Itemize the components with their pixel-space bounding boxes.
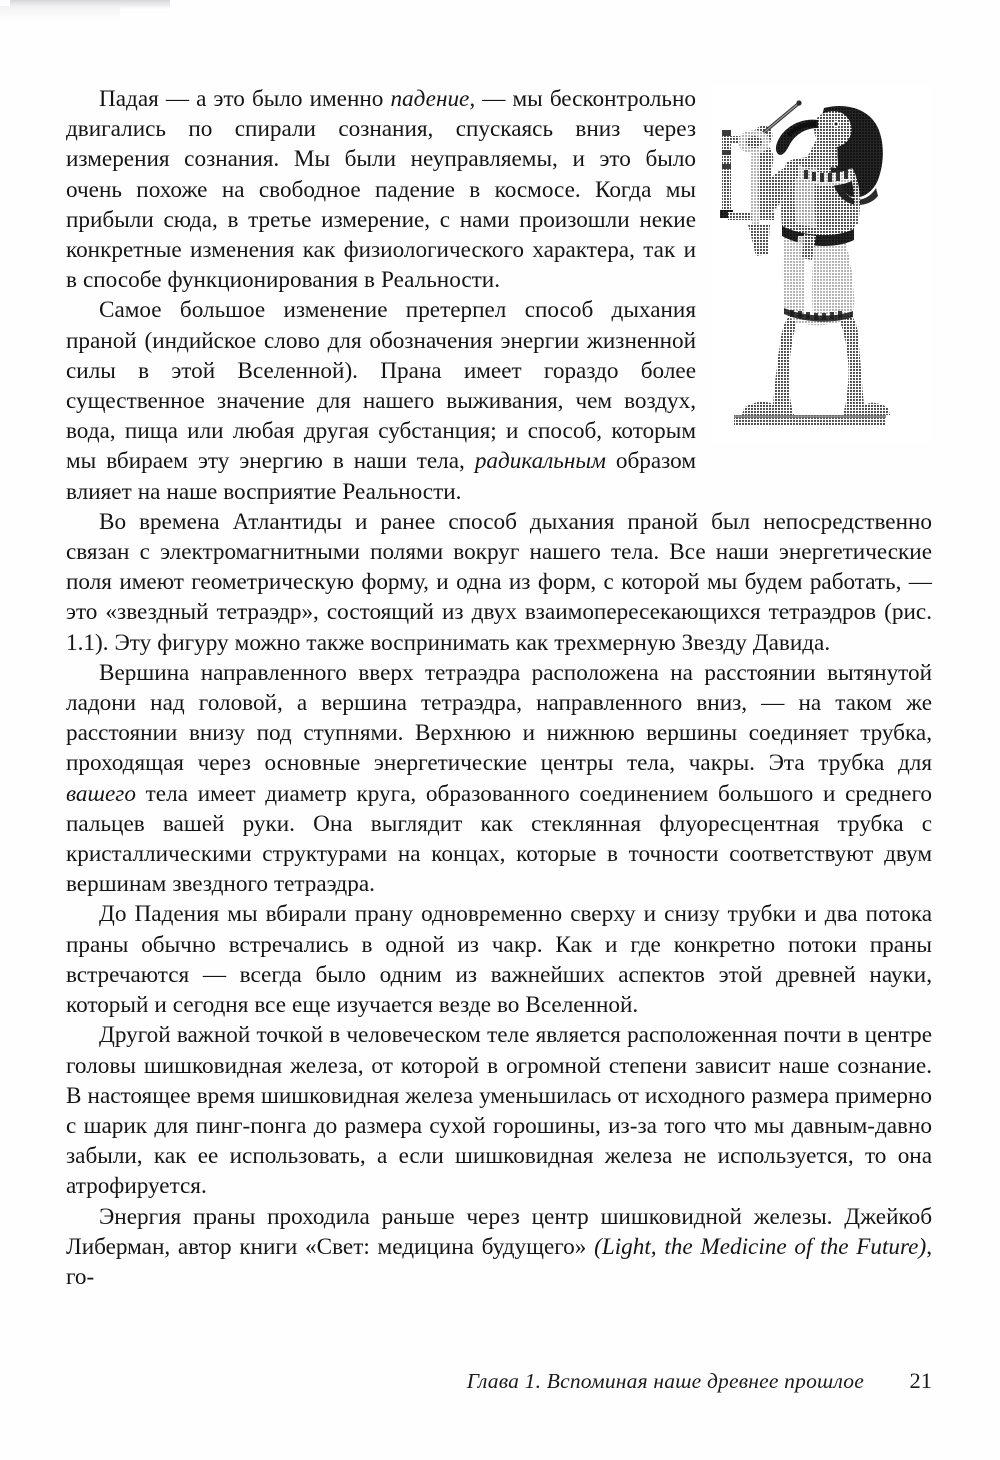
text-run: тела имеет диаметр круга, образованного соединением большого и среднего пальцев вашей руки. Она выглядит как стеклянная флуоресцентная трубка с кристаллическими структурами на концах, которые в точности соответствуют двум вершинам звездного тетраэдра. bbox=[66, 780, 932, 898]
text-run: Падая — а это было именно bbox=[99, 86, 391, 112]
page-number: 21 bbox=[909, 1368, 932, 1393]
italic-run: радикальным bbox=[474, 448, 606, 475]
scan-smudge-artifact bbox=[10, 0, 170, 9]
text-column bbox=[66, 84, 932, 1292]
paragraph bbox=[66, 1202, 932, 1293]
text-run: — мы бесконтрольно двигались по спирали сознания, спускаясь вниз через измерения сознания. Мы были неуправляемы, и это было очень похоже на свободное падение в космосе. Когда мы прибыли сюда, в третье измерение, с нами произошли некие конкретные изменения как физиологического характера, так и в способе функционирования в Реальности. bbox=[66, 86, 697, 294]
text-run: Во времена Атлантиды и ранее способ дыхания праной был непосредственно связан с электромагнитными полями вокруг нашего тела. Все наши энергетические поля имеют геометрическую форму, и одна из форм, с которой мы будем работать, — это «звездный тетраэдр», состоящий из двух взаимопересекающихся тетраэдров (рис. 1.1). Эту фигуру можно также воспринимать как трехмерную Звезду Давида. bbox=[66, 508, 932, 656]
scan-smudge-artifact-2 bbox=[0, 6, 120, 20]
text-run: Вершина направленного вверх тетраэдра расположена на расстоянии вытянутой ладони над головой, а вершина тетраэдра, направленного вниз, — на таком же расстоянии внизу под ступнями. Верхнюю и нижнюю вершины соединяет трубка, проходящая через основные энергетические центры тела, чакры. Эта трубка для bbox=[66, 659, 932, 777]
italic-run: вашего bbox=[66, 780, 136, 807]
text-run: До Падения мы вбирали прану одновременно сверху и снизу трубки и два потока праны обычно встречались в одной из чакр. Как и где конкретно потоки праны встречаются — всегда было одним из важнейших аспектов этой древней науки, который и сегодня все еще изучается везде во Вселенной. bbox=[66, 901, 932, 1019]
text-run: Энергия праны проходила раньше через центр шишковидной железы. Джейкоб Либерман, автор книги «Свет: медицина будущего» bbox=[66, 1203, 932, 1260]
text-run: Самое большое изменение претерпел способ дыхания праной (индийское слово для обозначения энергии жизненной силы в этой Вселенной). Прана имеет гораздо более существенное значение для нашего выживания, чем воздух, вода, пища или любая другая субстанция; и способ, которым мы вбираем эту энергию в наши тела, bbox=[66, 297, 696, 475]
footer-chapter-title: Глава 1. Вспоминая наше древнее прошлое bbox=[466, 1369, 864, 1393]
figure-base bbox=[734, 415, 886, 426]
paragraph bbox=[66, 507, 932, 658]
paragraph bbox=[66, 899, 932, 1020]
page-footer bbox=[66, 1368, 932, 1402]
italic-run: (Light, the Medicine of the Future) bbox=[594, 1233, 927, 1260]
text-run: , го- bbox=[66, 1233, 932, 1290]
illustration-thoth bbox=[712, 84, 932, 444]
paragraph bbox=[66, 1020, 932, 1201]
text-run: образом влияет на наше восприятие Реальности. bbox=[66, 448, 697, 505]
italic-run: падение, bbox=[390, 86, 476, 112]
thoth-figure-svg bbox=[712, 84, 932, 444]
paragraph bbox=[66, 658, 932, 900]
text-run: Другой важной точкой в человеческом теле является расположенная почти в центре головы шишковидная железа, от которой в огромной степени зависит наше сознание. В настоящее время шишковидная железа уменьшилась от исходного размера примерно с шарик для пинг-понга до размера сухой горошины, из-за того что мы давным-давно забыли, как ее использовать, а если шишковидная железа не используется, то она атрофируется. bbox=[66, 1022, 932, 1200]
